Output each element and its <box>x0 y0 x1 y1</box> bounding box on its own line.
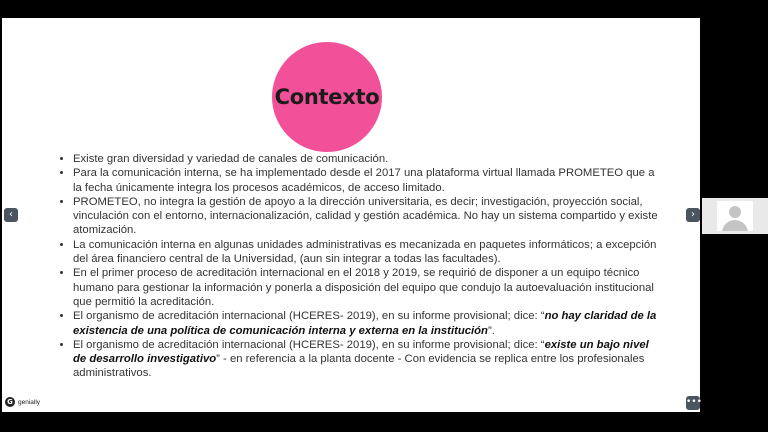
bullet-item <box>73 309 658 338</box>
genially-logo-icon: G <box>5 397 15 407</box>
title-circle <box>272 42 382 152</box>
user-avatar-icon <box>717 201 753 231</box>
chevron-right-icon[interactable]: › <box>686 208 700 222</box>
bullet-text: La comunicación interna en algunas unidades administrativas es mecanizada en paquetes informáticos; a excepción del área financiero central de la Universidad, (aun sin integrar a todas las facultades). <box>73 238 657 266</box>
chevron-left-icon[interactable]: ‹ <box>4 208 18 222</box>
more-dots-icon[interactable]: ••• <box>686 396 700 410</box>
participant-video-tile[interactable] <box>702 198 768 234</box>
brand-name: genially <box>18 398 41 406</box>
bullet-item <box>73 195 658 238</box>
bullet-text: En el primer proceso de acreditación internacional en el 2018 y 2019, se requirió de disponer a un equipo técnico humano para gestionar la información y ponerla a disposición del equipo que condujo la autoevaluación institucional que permitió la acreditación. <box>73 267 654 308</box>
bullet-text: ”. <box>487 324 495 337</box>
bullet-item <box>73 338 658 381</box>
bullet-quote: existe un bajo nivel de desarrollo investigativo <box>73 338 649 366</box>
bullet-text: ” - en referencia a la planta docente - Con evidencia se replica entre los profesionales administrativos. <box>73 353 645 380</box>
genially-brand[interactable] <box>5 397 40 407</box>
bullet-item <box>73 238 658 267</box>
bullet-item <box>73 166 658 195</box>
slide-title: Contexto <box>274 85 380 109</box>
bullet-text: Existe gran diversidad y variedad de canales de comunicación. <box>73 153 389 165</box>
bullet-text: Para la comunicación interna, se ha implementado desde el 2017 una plataforma virtual llamada PROMETEO que a la fecha únicamente integra los procesos académicos, de acceso limitado. <box>73 167 655 194</box>
bullet-item <box>73 152 658 166</box>
bullet-text: El organismo de acreditación internacional (HCERES- 2019), en su informe provisional; dice: “ <box>73 310 545 323</box>
bullet-list <box>59 152 658 381</box>
bullet-text: PROMETEO, no integra la gestión de apoyo a la dirección universitaria, es decir; investigación, proyección social, vinculación con el entorno, internacionalización, calidad y gestión académica. No hay un sistema compartido y existe atomización. <box>73 195 658 237</box>
bullet-item <box>73 266 658 309</box>
presentation-slide <box>2 18 700 412</box>
bullet-quote: no hay claridad de la existencia de una política de comunicación interna y externa en la institución <box>73 310 657 337</box>
bullet-text: El organismo de acreditación internacional (HCERES- 2019), en su informe provisional; dice: “ <box>73 338 545 351</box>
